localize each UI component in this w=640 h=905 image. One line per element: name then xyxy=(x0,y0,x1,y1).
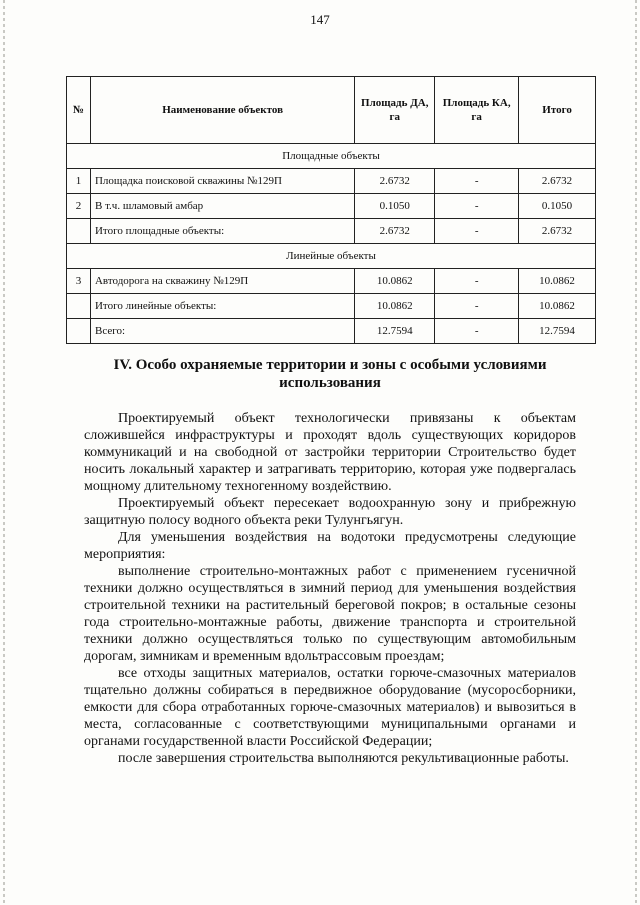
objects-area-table xyxy=(66,76,596,344)
cell-total: 10.0862 xyxy=(519,294,596,319)
cell-total: 12.7594 xyxy=(519,319,596,344)
paragraph: после завершения строительства выполняются рекультивационные работы. xyxy=(118,751,569,766)
cell-da: 0.1050 xyxy=(355,194,435,219)
cell-total: 0.1050 xyxy=(519,194,596,219)
table-row xyxy=(67,269,596,294)
cell-num: 1 xyxy=(67,169,91,194)
cell-da: 10.0862 xyxy=(355,294,435,319)
cell-name: Площадка поисковой скважины №129П xyxy=(90,169,354,194)
section-heading: IV. Особо охраняемые территории и зоны с особыми условиями использования xyxy=(113,357,547,391)
cell-name: В т.ч. шламовый амбар xyxy=(90,194,354,219)
cell-num: 3 xyxy=(67,269,91,294)
paragraph: все отходы защитных материалов, остатки горюче-смазочных материалов тщательно должны собираться в передвижное оборудование (мусоросборники, емкости для сбора отработанных горюче-смазочных материалов) и вывозиться в места, согласованные с соответствующими муниципальными органами и органами государственной власти Российской Федерации; xyxy=(84,666,576,749)
cell-name: Всего: xyxy=(90,319,354,344)
section-title: Линейные объекты xyxy=(67,244,596,269)
cell-num xyxy=(67,294,91,319)
cell-ka: - xyxy=(435,319,519,344)
cell-ka: - xyxy=(435,169,519,194)
cell-da: 2.6732 xyxy=(355,219,435,244)
cell-num xyxy=(67,219,91,244)
paragraph: выполнение строительно-монтажных работ с применением гусеничной техники должно осуществляться в зимний период для уменьшения воздействия строительной техники на растительный береговой покров; в остальные сезоны года строительно-монтажные работы, движение транспорта и строительной техники должно осуществляться только по существующим автомобильным дорогам, зимникам и временным вдольтрассовым проездам; xyxy=(84,564,576,664)
page-number: 147 xyxy=(310,12,330,27)
table-row xyxy=(67,319,596,344)
header-name: Наименование объектов xyxy=(90,77,354,144)
cell-num: 2 xyxy=(67,194,91,219)
table-row xyxy=(67,169,596,194)
cell-ka: - xyxy=(435,294,519,319)
cell-ka: - xyxy=(435,269,519,294)
table-header-row xyxy=(67,77,596,144)
paragraph: Проектируемый объект технологически привязаны к объектам сложившейся инфраструктуры и проходят вдоль существующих коридоров коммуникаций и на свободной от застройки территории Строительство будет носить локальный характер и затрагивать территорию, которая уже подвергалась мощному длительному техногенному воздействию. xyxy=(84,411,576,494)
section-row xyxy=(67,144,596,169)
header-total: Итого xyxy=(519,77,596,144)
cell-name: Автодорога на скважину №129П xyxy=(90,269,354,294)
cell-da: 10.0862 xyxy=(355,269,435,294)
cell-name: Итого площадные объекты: xyxy=(90,219,354,244)
section-title: Площадные объекты xyxy=(67,144,596,169)
cell-da: 2.6732 xyxy=(355,169,435,194)
cell-da: 12.7594 xyxy=(355,319,435,344)
cell-ka: - xyxy=(435,194,519,219)
header-area-ka: Площадь КА, га xyxy=(435,77,519,144)
cell-ka: - xyxy=(435,219,519,244)
cell-num xyxy=(67,319,91,344)
scan-edge-right xyxy=(635,0,637,905)
header-area-da: Площадь ДА, га xyxy=(355,77,435,144)
paragraph: Для уменьшения воздействия на водотоки предусмотрены следующие мероприятия: xyxy=(84,530,576,562)
paragraph: Проектируемый объект пересекает водоохранную зону и прибрежную защитную полосу водного объекта реки Тулунгьягун. xyxy=(84,496,576,528)
scan-edge-left xyxy=(3,0,5,905)
table-row xyxy=(67,294,596,319)
cell-total: 2.6732 xyxy=(519,169,596,194)
table-row xyxy=(67,194,596,219)
body-text xyxy=(84,410,576,767)
table-row xyxy=(67,219,596,244)
header-num: № xyxy=(67,77,91,144)
section-row xyxy=(67,244,596,269)
cell-total: 10.0862 xyxy=(519,269,596,294)
cell-name: Итого линейные объекты: xyxy=(90,294,354,319)
cell-total: 2.6732 xyxy=(519,219,596,244)
